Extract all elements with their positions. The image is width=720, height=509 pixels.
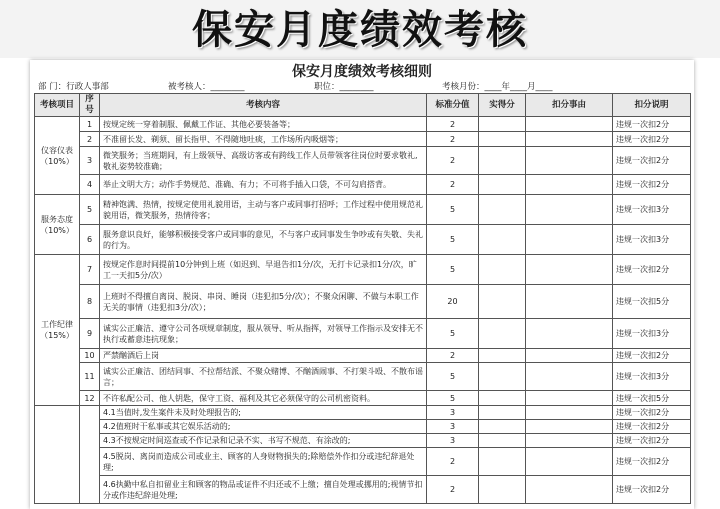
row-content: 诚实公正廉洁、团结同事、不拉帮结派、不聚众赌博、不酗酒闹事、不打架斗殴、不散布谣言；: [100, 363, 427, 391]
header-standard-score: 标准分值: [427, 94, 479, 117]
row-deduction-reason[interactable]: [526, 285, 613, 319]
row-actual-score[interactable]: [479, 434, 526, 448]
row-content: 不许私配公司、他人钥匙，保守工资、福利及其它必须保守的公司机密资料。: [100, 391, 427, 406]
row-standard-score: 3: [427, 434, 479, 448]
row-deduction-reason[interactable]: [526, 319, 613, 349]
row-content: 微笑服务；当班期间，有上级领导、高级访客或有跨线工作人员带领客往岗位时要求敬礼,敬礼姿势较准确；: [100, 147, 427, 175]
table-row: [35, 434, 691, 448]
row-actual-score[interactable]: [479, 255, 526, 285]
table-row: [35, 319, 691, 349]
row-content: 4.5脱岗、离岗而造成公司或业主、顾客的人身财物损失的;除赔偿外作扣分或违纪辞退处理;: [100, 448, 427, 476]
row-standard-score: 2: [427, 147, 479, 175]
row-deduction-note: 违规一次扣3分: [613, 319, 691, 349]
page-banner: [0, 0, 720, 58]
row-content: 4.1当值时,发生案件未及时处理报告的;: [100, 406, 427, 420]
row-no: 8: [80, 285, 100, 319]
row-standard-score: 2: [427, 132, 479, 147]
row-deduction-note: 违规一次扣2分: [613, 434, 691, 448]
row-deduction-note: 违规一次扣3分: [613, 225, 691, 255]
row-deduction-reason[interactable]: [526, 147, 613, 175]
table-row: [35, 132, 691, 147]
row-deduction-note: 违规一次扣2分: [613, 147, 691, 175]
assessee-field[interactable]: 被考核人：________: [168, 82, 245, 92]
table-row: [35, 285, 691, 319]
row-no: 6: [80, 225, 100, 255]
row-content: 不准留长发、剃须、留长指甲、不得随地吐痰，工作场所内吸烟等；: [100, 132, 427, 147]
row-deduction-note: 违规一次扣2分: [613, 132, 691, 147]
row-no: 4: [80, 175, 100, 195]
row-deduction-reason[interactable]: [526, 255, 613, 285]
row-content: 按规定作息时间提前10分钟到上班（如迟到、早退告扣1分/次，无打卡记录扣1分/次，旷工一天扣5分/次）: [100, 255, 427, 285]
row-content: 服务意识良好，能够积极接受客户或同事的意见，不与客户或同事发生争吵或有失敬、失礼的行为。: [100, 225, 427, 255]
row-standard-score: 3: [427, 420, 479, 434]
row-actual-score[interactable]: [479, 363, 526, 391]
row-deduction-note: 违规一次扣2分: [613, 420, 691, 434]
table-row: [35, 195, 691, 225]
row-actual-score[interactable]: [479, 132, 526, 147]
row-content: 按规定统一穿着制服、佩戴工作证、其他必要装备等；: [100, 117, 427, 132]
row-standard-score: 2: [427, 349, 479, 363]
row-deduction-note: 违规一次扣2分: [613, 406, 691, 420]
row-deduction-note: 违规一次扣3分: [613, 195, 691, 225]
row-content: 上班时不得擅自离岗、脱岗、串岗、睡岗（违犯扣5分/次）；不聚众闲聊、不做与本职工作无关的事情（违犯扣3分/次）；: [100, 285, 427, 319]
row-no-empty: [80, 406, 100, 504]
sheet-title: 保安月度绩效考核细则: [292, 64, 432, 80]
row-deduction-note: 违规一次扣5分: [613, 285, 691, 319]
row-no: 5: [80, 195, 100, 225]
row-actual-score[interactable]: [479, 319, 526, 349]
header-actual-score: 实得分: [479, 94, 526, 117]
department-field[interactable]: 部 门：行政人事部: [38, 82, 109, 92]
period-field[interactable]: 考核月份：____年____月____: [442, 82, 553, 92]
row-content: 严禁酗酒后上岗: [100, 349, 427, 363]
table-row: [35, 147, 691, 175]
row-actual-score[interactable]: [479, 391, 526, 406]
row-standard-score: 5: [427, 391, 479, 406]
sheet-meta-row: [38, 81, 688, 93]
row-actual-score[interactable]: [479, 420, 526, 434]
header-deduction-note: 扣分说明: [613, 94, 691, 117]
row-deduction-reason[interactable]: [526, 363, 613, 391]
table-row: [35, 391, 691, 406]
assessment-table: [34, 93, 691, 504]
row-standard-score: 5: [427, 195, 479, 225]
row-content: 4.2值班时干私事或其它娱乐活动的;: [100, 420, 427, 434]
position-field[interactable]: 职位：________: [314, 82, 374, 92]
row-deduction-reason[interactable]: [526, 117, 613, 132]
row-deduction-note: 违规一次扣2分: [613, 448, 691, 476]
row-deduction-note: 违规一次扣2分: [613, 476, 691, 504]
row-deduction-reason[interactable]: [526, 420, 613, 434]
category-discipline: 工作纪律（15%）: [35, 255, 80, 406]
row-content: 举止文明大方；动作手势规范、准确、有力；不可将手插入口袋，不可勾肩搭背。: [100, 175, 427, 195]
row-actual-score[interactable]: [479, 349, 526, 363]
row-deduction-reason[interactable]: [526, 225, 613, 255]
row-no: 1: [80, 117, 100, 132]
row-content: 精神饱满、热情，按规定使用礼貌用语，主动与客户或同事打招呼；工作过程中使用规范礼貌用语，微笑服务，热情待客；: [100, 195, 427, 225]
row-actual-score[interactable]: [479, 476, 526, 504]
category-appearance: 仪容仪表（10%）: [35, 117, 80, 195]
row-deduction-reason[interactable]: [526, 391, 613, 406]
row-no: 7: [80, 255, 100, 285]
header-category: 考核项目: [35, 94, 80, 117]
table-row: [35, 363, 691, 391]
row-actual-score[interactable]: [479, 147, 526, 175]
row-standard-score: 5: [427, 255, 479, 285]
row-no: 11: [80, 363, 100, 391]
row-content: 4.3不按规定时间巡查或不作记录和记录不实、书写不规范、有涂改的;: [100, 434, 427, 448]
row-standard-score: 2: [427, 448, 479, 476]
row-actual-score[interactable]: [479, 117, 526, 132]
table-row: [35, 476, 691, 504]
row-actual-score[interactable]: [479, 285, 526, 319]
table-row: [35, 448, 691, 476]
row-actual-score[interactable]: [479, 448, 526, 476]
row-actual-score[interactable]: [479, 406, 526, 420]
category-service: 服务态度（10%）: [35, 195, 80, 255]
row-deduction-reason[interactable]: [526, 476, 613, 504]
spreadsheet-sheet: [30, 60, 694, 509]
table-row: [35, 117, 691, 132]
table-header-row: [35, 94, 691, 117]
row-deduction-note: 违规一次扣3分: [613, 363, 691, 391]
header-deduction-reason: 扣分事由: [526, 94, 613, 117]
row-standard-score: 20: [427, 285, 479, 319]
header-no: 序号: [80, 94, 100, 117]
row-standard-score: 5: [427, 225, 479, 255]
row-deduction-reason[interactable]: [526, 195, 613, 225]
row-no: 2: [80, 132, 100, 147]
category-empty: [35, 406, 80, 504]
row-standard-score: 2: [427, 117, 479, 132]
row-actual-score[interactable]: [479, 175, 526, 195]
row-no: 9: [80, 319, 100, 349]
row-deduction-reason[interactable]: [526, 175, 613, 195]
table-row: [35, 420, 691, 434]
row-content: 诚实公正廉洁、遵守公司各项规章制度，服从领导、听从指挥，对领导工作指示及安排无不执行或蓄意违抗现象；: [100, 319, 427, 349]
row-deduction-note: 违规一次扣2分: [613, 175, 691, 195]
row-deduction-reason[interactable]: [526, 349, 613, 363]
row-actual-score[interactable]: [479, 225, 526, 255]
banner-title: 保安月度绩效考核: [192, 7, 528, 53]
row-no: 10: [80, 349, 100, 363]
row-standard-score: 3: [427, 406, 479, 420]
table-row: [35, 175, 691, 195]
row-standard-score: 5: [427, 363, 479, 391]
row-actual-score[interactable]: [479, 195, 526, 225]
row-deduction-note: 违规一次扣2分: [613, 117, 691, 132]
row-deduction-reason[interactable]: [526, 448, 613, 476]
row-deduction-reason[interactable]: [526, 132, 613, 147]
row-deduction-note: 违规一次扣5分: [613, 391, 691, 406]
row-deduction-note: 违规一次扣2分: [613, 349, 691, 363]
row-no: 12: [80, 391, 100, 406]
row-deduction-note: 违规一次扣2分: [613, 255, 691, 285]
row-standard-score: 2: [427, 175, 479, 195]
table-row: [35, 349, 691, 363]
row-deduction-reason[interactable]: [526, 406, 613, 420]
row-standard-score: 2: [427, 476, 479, 504]
row-standard-score: 5: [427, 319, 479, 349]
row-content: 4.6执勤中私自扣留业主和顾客的物品或证件不归还或不上缴；擅自处理或挪用的;视情节扣分或作违纪辞退处理;: [100, 476, 427, 504]
table-row: [35, 255, 691, 285]
header-content: 考核内容: [100, 94, 427, 117]
row-no: 3: [80, 147, 100, 175]
table-row: [35, 406, 691, 420]
row-deduction-reason[interactable]: [526, 434, 613, 448]
table-row: [35, 225, 691, 255]
